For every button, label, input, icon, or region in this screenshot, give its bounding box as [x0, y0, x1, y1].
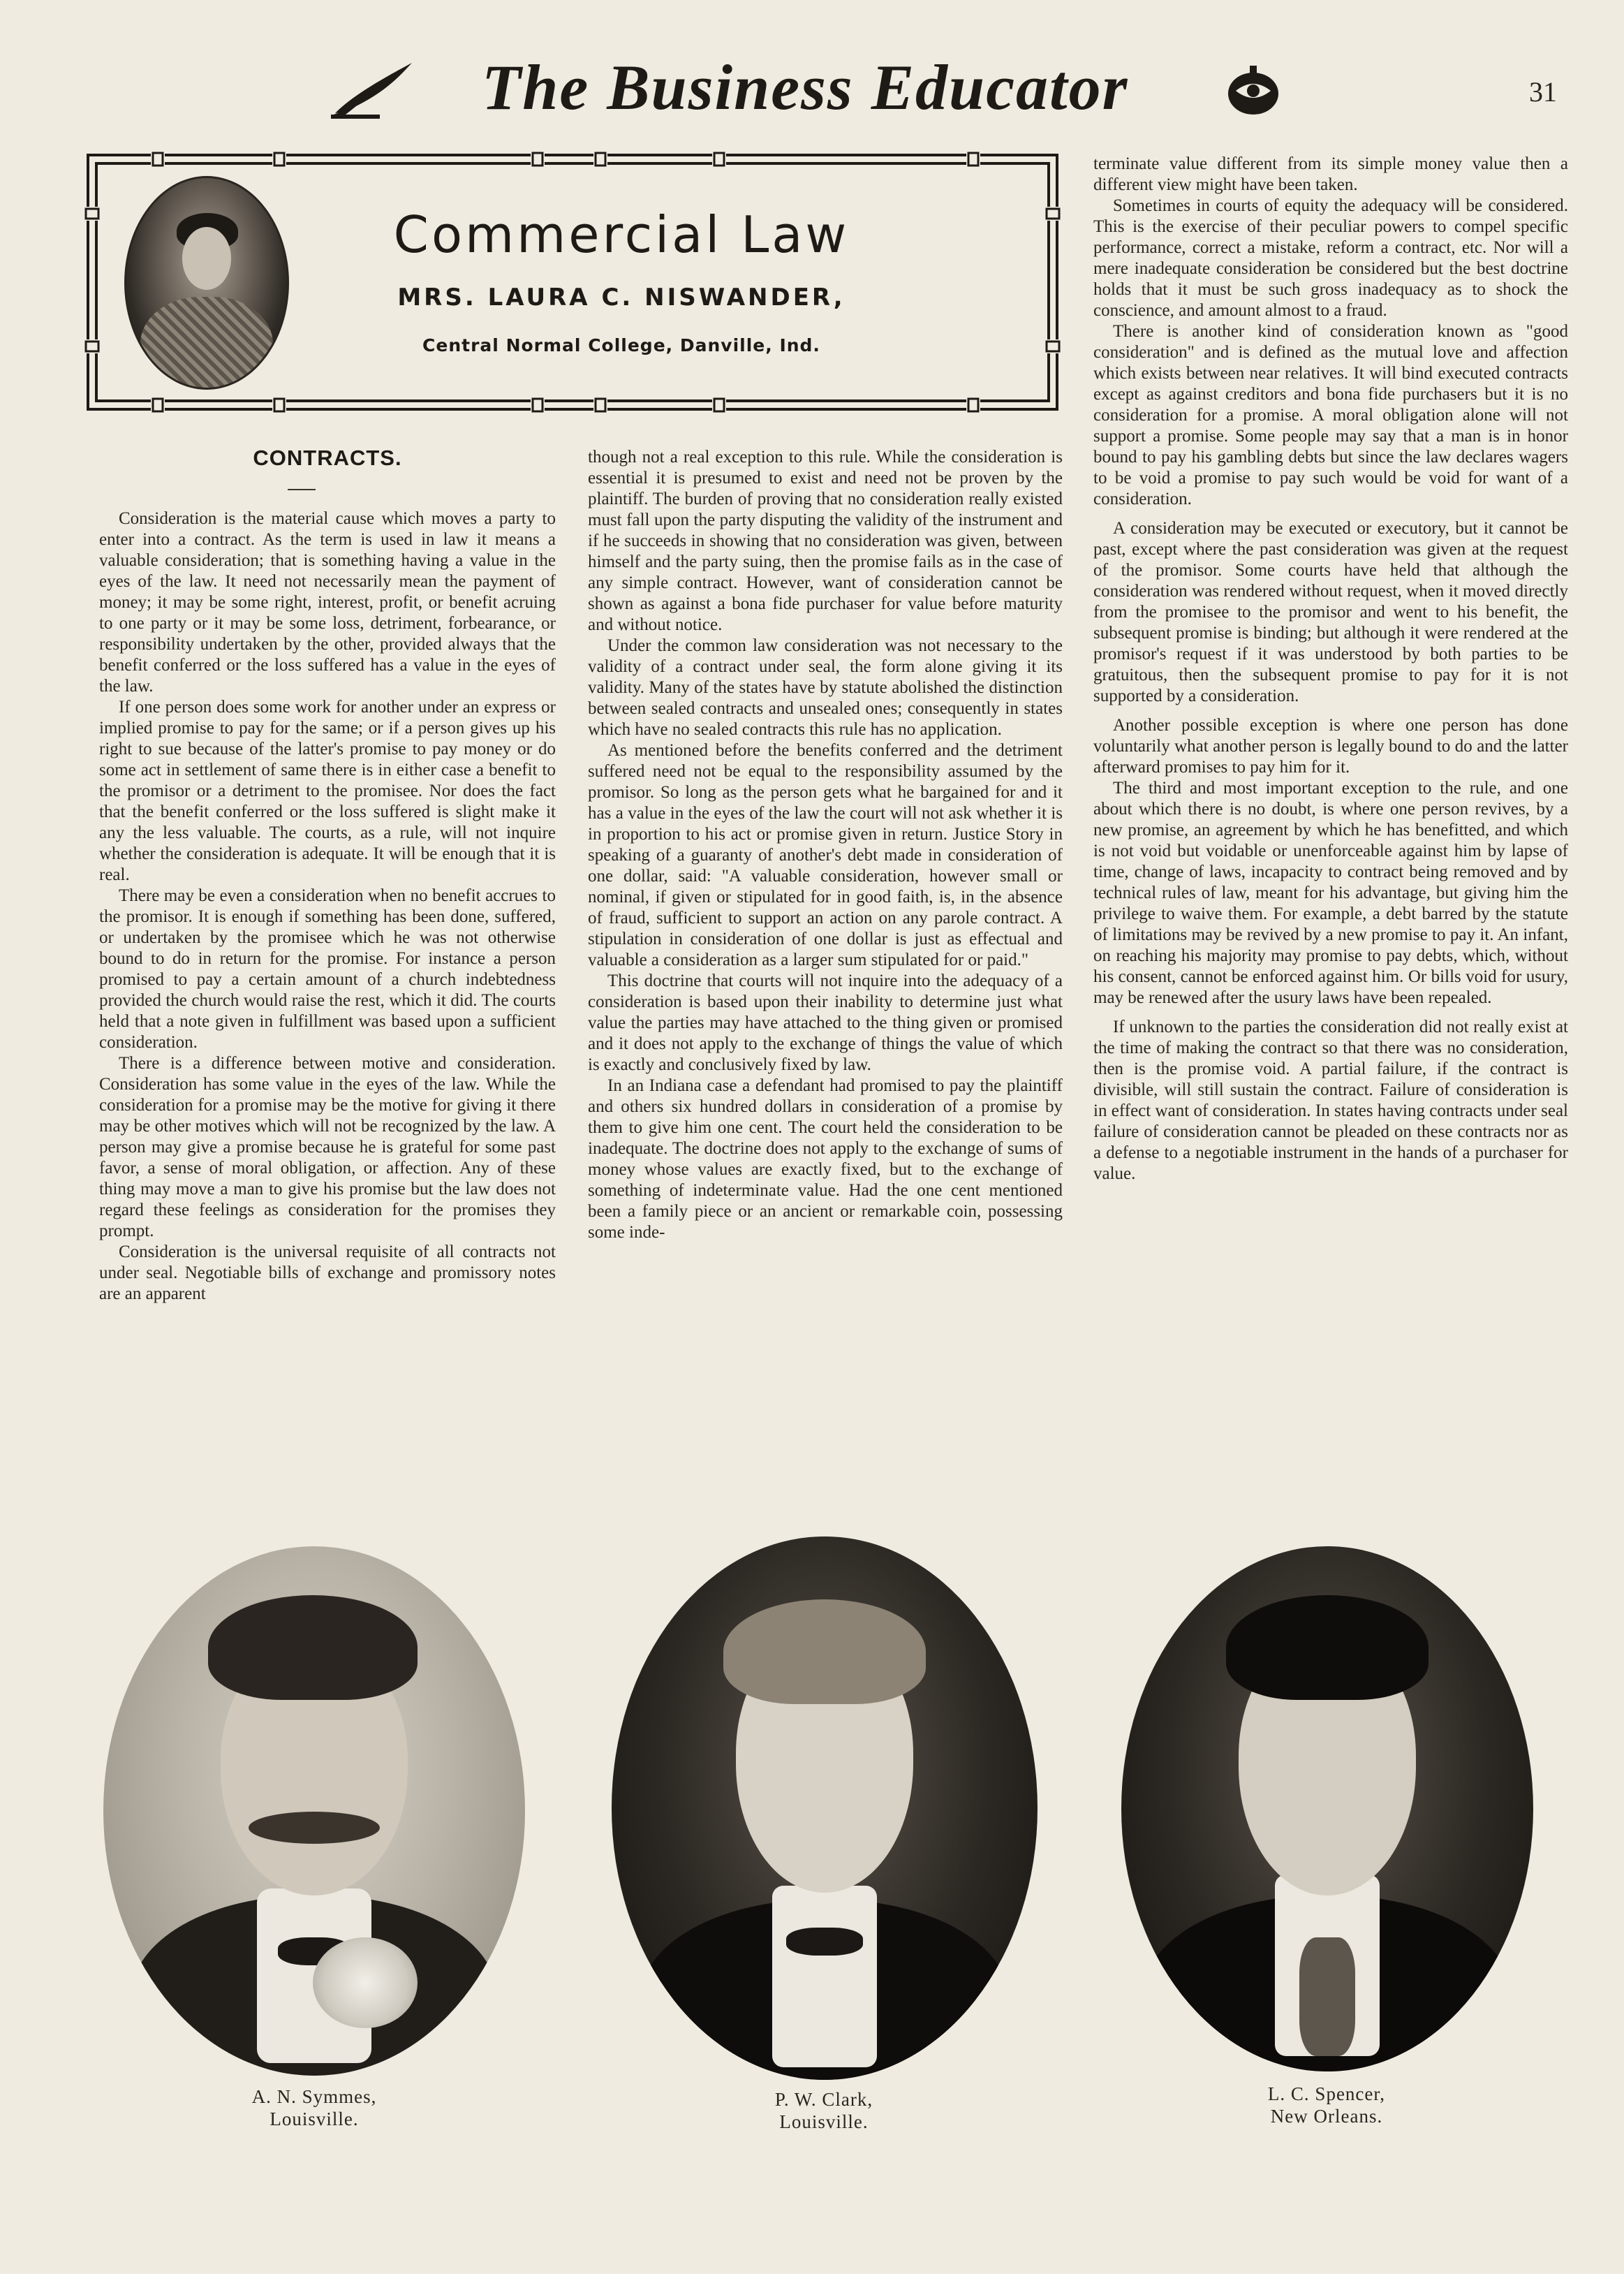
caption-name: P. W. Clark, [774, 2089, 873, 2110]
masthead-title: The Business Educator [482, 52, 1129, 123]
author-name: MRS. LAURA C. NISWANDER, [397, 284, 846, 311]
portrait-spencer [1121, 1546, 1533, 2071]
article-column-3 [1093, 154, 1568, 1184]
paragraph: There is another kind of consideration known as "good consideration" and is defined as the mutual love and affection which exists between near relatives. It will bind executed contracts except as against creditors and bona fide purchasers but it is no consideration for a promise. A moral obligation alone will not support a promise. Some people may say that a man is in honor bound to pay his gambling debts but since the law declares wagers to be void a promise to pay such would be void for want of a consideration. [1093, 322, 1568, 508]
caption-name: A. N. Symmes, [251, 2086, 377, 2107]
paragraph: A consideration may be executed or executory, but it cannot be past, except where the past consideration was given at the request of the promisor. Some courts have held that although the consideration was rendered without request, when it moved directly from the promisee to the promisor and went to his benefit, the subsequent promise is binding; but although it were rendered at the promisor's request if it was understood by both parties to be gratuitous, then the subsequent promise to pay for it is not supported by a consideration. [1093, 519, 1568, 705]
caption-symmes [209, 2085, 419, 2130]
page-number: 31 [1529, 76, 1557, 108]
heading-divider [288, 489, 316, 490]
paragraph: In an Indiana case a defendant had promised to pay the plaintiff and others six hundred dollars in consideration of a promise by them to give him one cent. The court held the consideration to be inadequate. The doctrine does not apply to the exchange of sums of money whose values are exactly fixed, but to the exchange of something of indeterminate value. Had the one cent mentioned been a family piece or an ancient or remarkable coin, possessing some inde- [588, 1076, 1063, 1242]
article-column-1 [99, 508, 556, 1305]
section-title: Commercial Law [393, 205, 850, 264]
paragraph: Consideration is the material cause which moves a party to enter into a contract. As the term is used in law it means a valuable consideration; that is something having a value in the eyes of the law. It need not necessarily mean the payment of money; it may be some right, interest, profit, or benefit acruing to one party or it may be some loss, detriment, forbearance, or responsibility undertaken by the other, provided always that the benefit conferred or the loss suffered has a value in the eyes of the law. [99, 509, 556, 696]
caption-place: Louisville. [270, 2108, 359, 2129]
caption-clark [719, 2088, 929, 2133]
paragraph: terminate value different from its simple money value then a different view might have been taken. [1093, 154, 1568, 194]
portrait-clark [612, 1536, 1038, 2080]
paragraph: If unknown to the parties the consideration did not really exist at the time of making the contract so that there was no consideration, then is the promise void. A partial failure, if the contract is divisible, will still sustain the contract. Failure of consideration is in effect want of consideration. In states having contracts under seal failure of consideration cannot be pleaded on these contracts nor as a defense to a negotiable instrument in the hands of a purchaser for value. [1093, 1018, 1568, 1183]
portrait-symmes [103, 1546, 525, 2076]
caption-place: New Orleans. [1270, 2106, 1383, 2127]
paragraph: As mentioned before the benefits conferred and the detriment suffered need not be equal to the responsibility assumed by the promisor. So long as the person gets what he bargained for and it has a value in the eyes of the law the court will not ask whether it is in proportion to his act or promise given in return. Justice Story in speaking of a guaranty of another's debt made in consideration of one dollar, said: "A valuable consideration, however small or nominal, if given or stipulated for in good faith, is, in the absence of fraud, sufficient to support an action on any parole contract. A stipulation in consideration of one dollar is just as effectual and valuable a consideration as a larger sum stipulated for or paid." [588, 741, 1063, 969]
paragraph: The third and most important exception to the rule, and one about which there is no doubt, is where one person revives, by a new promise, an agreement by which he has benefitted, and which is not void but voidable or unenforceable against him by lapse of time, change of laws, incapacity to contract being removed and by technical rules of law, meant for his advantage, but giving him the privilege to waive them. For example, a debt barred by the statute of limitations may be revived by a new promise to pay it. An infant, on reaching his majority may promise to pay debts, which, without his consent, cannot be enforced against him. Or bills void for usury, may be renewed after the usury laws have been repealed. [1093, 779, 1568, 1007]
author-portrait [124, 176, 289, 390]
caption-place: Louisville. [779, 2111, 869, 2132]
paragraph: This doctrine that courts will not inquire into the adequacy of a consideration is based upon their inability to determine just what value the parties may have attached to the thing given or promised and it does not apply to the exchange of things the value of which is exactly and conclusively fixed by law. [588, 971, 1063, 1074]
paragraph: There is a difference between motive and consideration. Consideration has some value in the eyes of the law. While the consideration for a promise may be the motive for giving it there may be other motives which will not be recognized by the law. A person may give a promise because he is grateful for some past favor, a sense of moral obligation, or affection. Any of these thing may move a man to give his promise but the law does not regard these feelings as consideration for the promises they prompt. [99, 1054, 556, 1240]
paragraph: Sometimes in courts of equity the adequacy will be considered. This is the exercise of their peculiar powers to compel specific performance, correct a mistake, reform a contract, etc. Nor will a mere inadequate consideration be considered but the best doctrine holds that it must be such gross inadequacy as to shock the conscience, and amount almost to a fraud. [1093, 196, 1568, 320]
caption-name: L. C. Spencer, [1267, 2083, 1386, 2104]
caption-spencer [1222, 2083, 1431, 2127]
paragraph: Under the common law consideration was not necessary to the validity of a contract under seal, the form alone giving it its validity. Many of the states have by statute abolished the distinction between sealed contracts and unsealed ones; consequently in states which have no sealed contracts this rule has no application. [588, 636, 1063, 739]
article-column-2 [588, 447, 1063, 1243]
paragraph: though not a real exception to this rule. While the consideration is essential it is presumed to exist and need not be proven by the plaintiff. The burden of proving that no consideration really existed must fall upon the party disputing the validity of the instrument and if he succeeds in showing that no consideration was given, between himself and the party suing, then the promise fails as in the case of any simple contract. However, want of consideration cannot be shown as against a bona fide purchaser for value before maturity and without notice. [588, 448, 1063, 634]
author-affiliation: Central Normal College, Danville, Ind. [422, 335, 820, 355]
paragraph: Consideration is the universal requisite of all contracts not under seal. Negotiable bills of exchange and promissory notes are an apparent [99, 1242, 556, 1303]
paragraph: If one person does some work for another under an express or implied promise to pay for the same; or if a person gives up his right to sue because of the latter's promise to pay money or do some act in settlement of same there is in either case a benefit to the promisor or a detriment to the promisee. Nor does the fact that the benefit conferred or the loss suffered is slight make it any the less valuable. The courts, as a rule, will not inquire whether the consideration is adequate. It will be enough that it is real. [99, 698, 556, 884]
paragraph: Another possible exception is where one person has done voluntarily what another person is legally bound to do and the latter afterward promises to pay him for it. [1093, 716, 1568, 777]
article-heading: CONTRACTS. [253, 446, 402, 470]
quill-icon [328, 57, 419, 120]
paragraph: There may be even a consideration when no benefit accrues to the promisor. It is enough if something has been done, suffered, or undertaken by the promisee which he was not otherwise bound to do in return for the promise. For instance a person promised to pay a certain amount of a church indebtedness provided the church would raise the rest, which it did. The courts held that a note given in fulfillment was based upon a sufficient consideration. [99, 886, 556, 1052]
masthead [328, 49, 1299, 126]
section-header-box [84, 151, 1061, 413]
emblem-icon [1222, 63, 1285, 119]
